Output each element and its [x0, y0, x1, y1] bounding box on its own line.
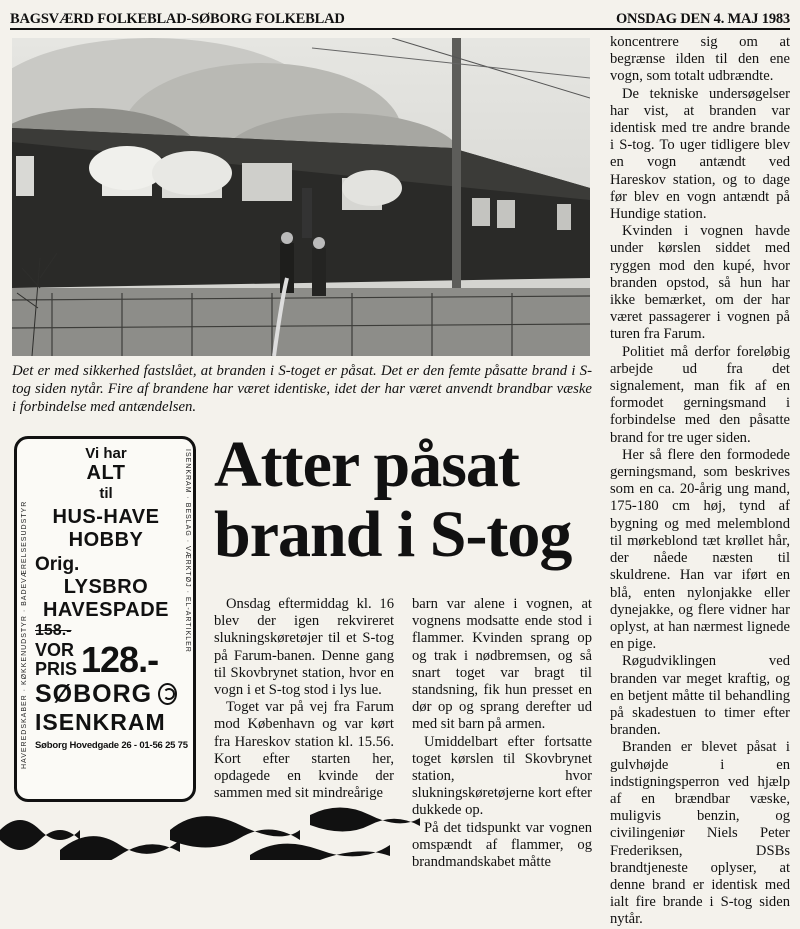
headline [214, 430, 594, 570]
ad-line: HOBBY [68, 529, 144, 551]
article-column-2 [412, 596, 592, 871]
headline-line: Atter påsat [214, 428, 519, 501]
paragraph: Toget var på vej fra Farum mod København og var kørt fra Hareskov station kl. 15.56. Kort efter starten her, opdagede en kvinde der sammen med sit mindreårige [214, 699, 394, 802]
masthead [10, 6, 790, 30]
ad-brand-name: SØBORG [35, 680, 153, 708]
ad-line: HUS-HAVE [52, 506, 160, 528]
ad-line: Vi har [85, 445, 127, 462]
paragraph: De tekniske undersøgelser har vist, at branden var identisk med tre andre brande i S-tog. To uger tidligere blev en vogn antændt ved Hareskov station, og to dage før blev en vogn antændt på Hundige station. [610, 85, 790, 223]
paragraph: Onsdag eftermiddag kl. 16 blev der igen rekvireret slukningskøretøjer til et S-tog på Farum-banen. Denne gang til Skovbrynet station, hvor en vogn i et S-tog stod i lys lue. [214, 596, 394, 699]
ad-price-label: PRIS [35, 659, 78, 679]
paragraph: Kvinden i vognen havde under kørslen siddet med ryggen mod den kupé, hvor branden opstod, så hun har ikke bemærket, om der har været passagerer i vognen på turen fra Farum. [610, 223, 790, 343]
decorative-wave-pattern [0, 800, 420, 860]
paragraph: På det tidspunkt var vognen omspændt af flammer, og brandmandskabet måtte [412, 819, 592, 871]
headline-line: brand i S-tog [214, 498, 572, 571]
ad-price-label: VOR [35, 640, 75, 660]
paragraph: barn var alene i vognen, at vognens modsatte ende stod i flammer. Kvinden sprang op og trak i nødbremsen, og så snart toget var bragt til standsning, fik hun presset en dør op og sprang derefter ud med sit barn på armen. [412, 596, 592, 733]
ad-line: Orig. [35, 554, 80, 575]
paragraph: Røgudviklingen ved branden var meget kraftig, og en betjent måtte til behandling på skadestuen to timer efter branden. [610, 653, 790, 739]
train-fire-photo [12, 38, 590, 356]
brand-logo-icon [158, 683, 177, 705]
issue-date: ONSDAG DEN 4. MAJ 1983 [615, 11, 790, 27]
ad-line: til [99, 485, 113, 502]
paragraph: Branden er blevet påsat i gulvhøjde i en indstigningsperron ved hjælp af en brændbar væske, muligvis benzin, og civilingeniør Niels Peter Frederiksen, DSBs brandtjeneste oplyser, at denne brand er identisk med ialt fire brande i S-tog siden nytår. [610, 739, 790, 928]
article-column-3 [610, 34, 790, 929]
ad-address: Søborg Hovedgade 26 - 01-56 25 75 [35, 740, 188, 751]
isenkram-advertisement [14, 436, 196, 802]
ad-line: LYSBRO [63, 576, 149, 598]
paper-name: BAGSVÆRD FOLKEBLAD-SØBORG FOLKEBLAD [10, 11, 345, 27]
photo-caption: Det er med sikkerhed fastslået, at branden i S-toget er påsat. Det er den femte påsatte brand i S-tog siden nytår. Fire af brandene har været identiske, idet der har været anvendt brandbar væske i forbindelse med antændelsen. [12, 363, 592, 415]
paragraph: Her så flere den formodede gerningsmand, som beskrives som en ca. 20-årig ung mand, 175-180 cm høj, tynd af bygning og med melemblond til mørkeblond tæt krøllet hår, der nåede næsten til skuldrene. Han var iført en blå, enten nylonjakke eller dynejakke, og flere vidner har oplyst, at han nærmest lignede en pige. [610, 446, 790, 653]
ad-brand-name: ISENKRAM [35, 709, 166, 735]
paragraph: Umiddelbart efter fortsatte toget kørslen til Skovbrynet station, hvor slukningskøretøjerne kort efter dukkede op. [412, 733, 592, 819]
paragraph: koncentrere sig om at begrænse ilden til den ene vogn, som totalt udbrændte. [610, 34, 790, 85]
ad-side-text-left: HAVEREDSKABER · KØKKENUDSTYR · BADEVÆRELSESUDSTYR [21, 500, 28, 769]
ad-side-text-right: ISENKRAM · BESLAG · VÆRKTØJ · EL-ARTIKLER [184, 449, 191, 653]
paragraph: Politiet må derfor foreløbig arbejde ud fra det signalement, man fik af en formodet gerningsmand i forbindelse med den påsatte brand for tre uger siden. [610, 343, 790, 446]
ad-line: HAVESPADE [42, 599, 169, 621]
ad-old-price: 158.- [35, 622, 72, 639]
ad-line: ALT [86, 462, 126, 484]
ad-price: 128.- [81, 639, 159, 680]
article-column-1 [214, 596, 394, 802]
